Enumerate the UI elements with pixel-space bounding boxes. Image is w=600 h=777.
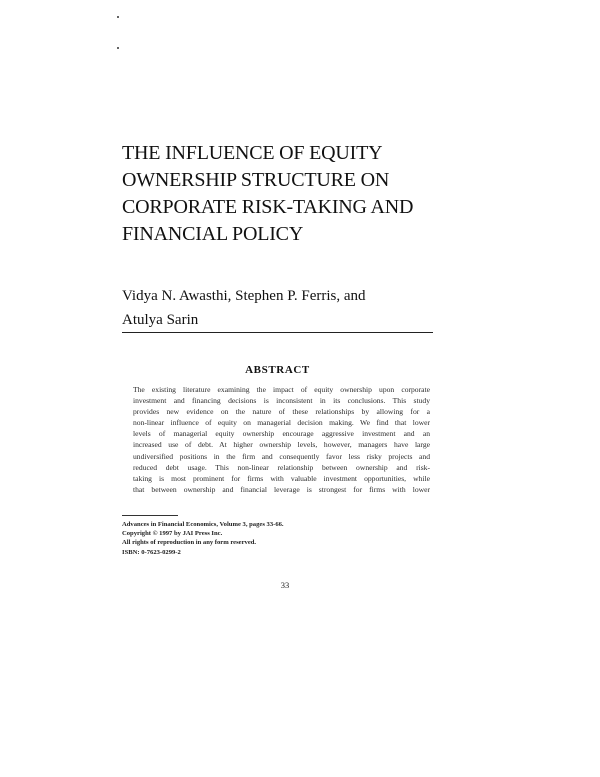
- abstract-line: investment and financing decisions is inconsistent in its conclusions. This study: [133, 396, 430, 406]
- footnote-divider: [122, 515, 178, 516]
- abstract-line: increased use of debt. At higher ownership levels, however, managers have large: [133, 440, 430, 450]
- footnote-line: ISBN: 0-7623-0299-2: [122, 548, 181, 556]
- title-divider: [122, 332, 433, 333]
- abstract-line: that between ownership and financial leverage is strongest for firms with lower: [133, 484, 430, 494]
- abstract-line: reduced debt usage. This non-linear relationship between ownership and risk-: [133, 462, 430, 472]
- author-list: [122, 284, 452, 332]
- scan-speck: [117, 47, 119, 49]
- footnote-line: Copyright © 1997 by JAI Press Inc.: [122, 530, 223, 538]
- footnote: [122, 520, 422, 557]
- abstract-heading: ABSTRACT: [245, 364, 310, 376]
- abstract-line: provides new evidence on the nature of these relationships by allowing for a: [133, 407, 430, 417]
- abstract-line: non-linear influence of equity on managerial decision making. We find that lower: [133, 418, 430, 428]
- scan-speck: [117, 16, 119, 18]
- title-line: CORPORATE RISK-TAKING AND: [122, 196, 414, 218]
- abstract-line: levels of managerial equity ownership encourage aggressive investment and an: [133, 429, 430, 439]
- abstract-line: The existing literature examining the impact of equity ownership upon corporate: [133, 385, 430, 394]
- footnote-line: All rights of reproduction in any form reserved.: [122, 539, 257, 547]
- abstract-line: undiversified positions in the firm and consequently favor less risky projects and: [133, 451, 430, 461]
- page-number: 33: [280, 580, 290, 590]
- footnote-line: Advances in Financial Economics, Volume 3, pages 33-66.: [122, 521, 284, 528]
- author-line: Vidya N. Awasthi, Stephen P. Ferris, and: [122, 288, 366, 304]
- title-line: THE INFLUENCE OF EQUITY: [122, 142, 383, 164]
- abstract-line: taking is most prominent for firms with valuable investment opportunities, while: [133, 473, 430, 483]
- title-line: OWNERSHIP STRUCTURE ON: [122, 169, 390, 191]
- abstract-body: [133, 384, 430, 495]
- title-line: FINANCIAL POLICY: [122, 223, 304, 245]
- author-line: Atulya Sarin: [122, 312, 199, 328]
- article-title: [122, 140, 452, 248]
